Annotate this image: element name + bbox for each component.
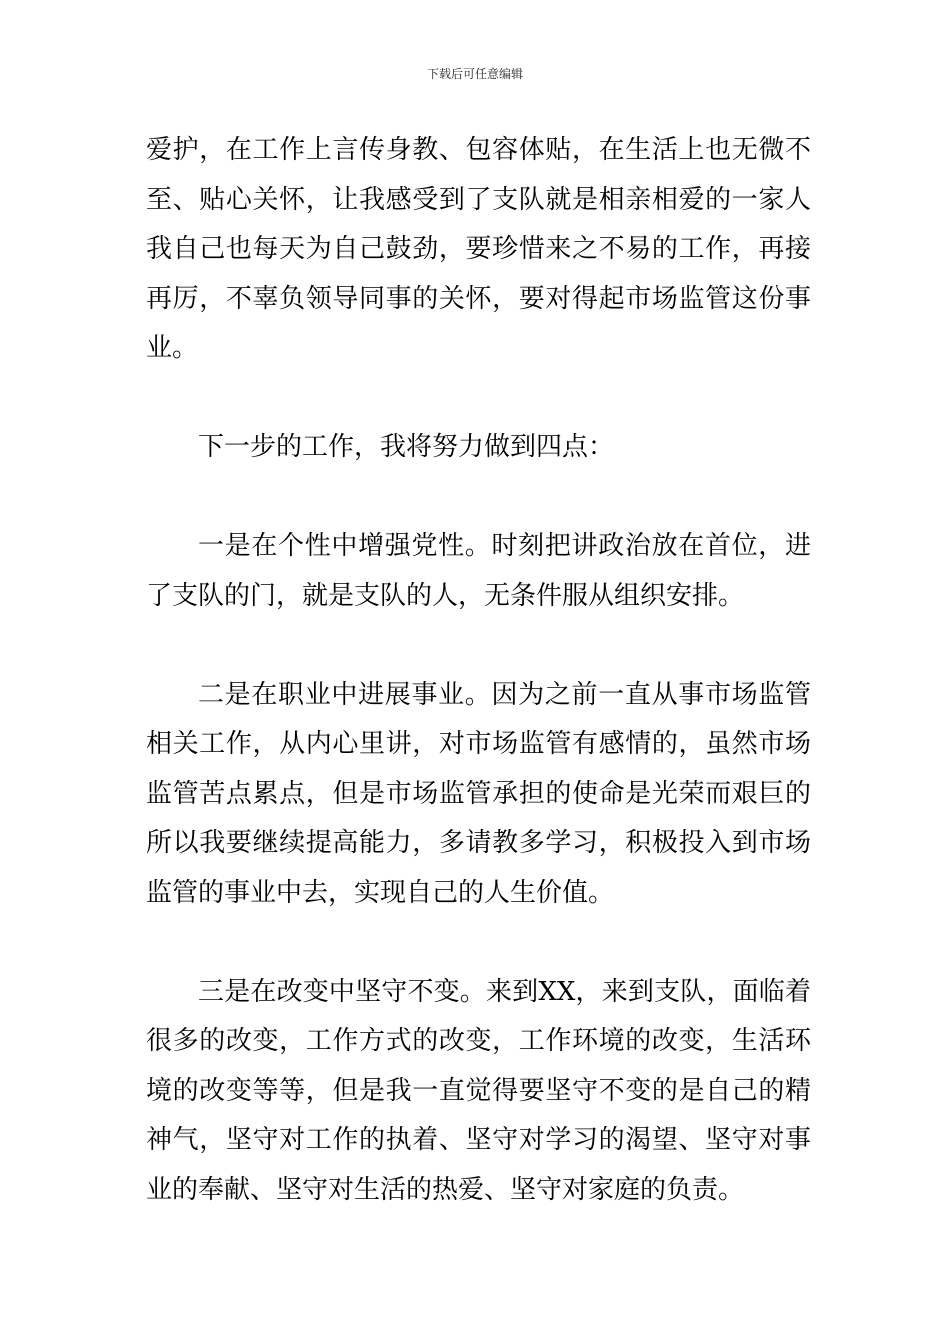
paragraph-spacer [146, 918, 811, 968]
paragraph-point-one: 一是在个性中增强党性。时刻把讲政治放在首位，进了支队的门，就是支队的人，无条件服从组织安排。 [146, 531, 811, 611]
paragraph-point-two: 二是在职业中进展事业。因为之前一直从事市场监管相关工作，从内心里讲，对市场监管有感情的，虽然市场监管苦点累点，但是市场监管承担的使命是光荣而艰巨的所以我要继续提高能力，多请教多学习，积极投入到市场监管的事业中去，实现自己的人生价值。 [146, 679, 811, 908]
paragraph-point-three: 三是在改变中坚守不变。来到XX，来到支队，面临着很多的改变，工作方式的改变，工作环境的改变，生活环境的改变等等，但是我一直觉得要坚守不变的是自己的精神气，坚守对工作的执着、坚守对学习的渴望、坚守对事业的奉献、坚守对生活的热爱、坚守对家庭的负责。 [146, 976, 811, 1205]
paragraph-continuation: 爱护，在工作上言传身教、包容体贴，在生活上也无微不至、贴心关怀，让我感受到了支队就是相亲相爱的一家人我自己也每天为自己鼓劲，要珍惜来之不易的工作，再接再厉，不辜负领导同事的关怀，要对得起市场监管这份事业。 [146, 135, 811, 363]
document-body [146, 126, 811, 1215]
paragraph-spacer [146, 621, 811, 671]
page-header: 下载后可任意编辑 [426, 67, 523, 81]
paragraph-next-steps-intro: 下一步的工作，我将努力做到四点： [198, 432, 615, 462]
paragraph-spacer [146, 473, 811, 523]
paragraph-spacer [146, 374, 811, 424]
